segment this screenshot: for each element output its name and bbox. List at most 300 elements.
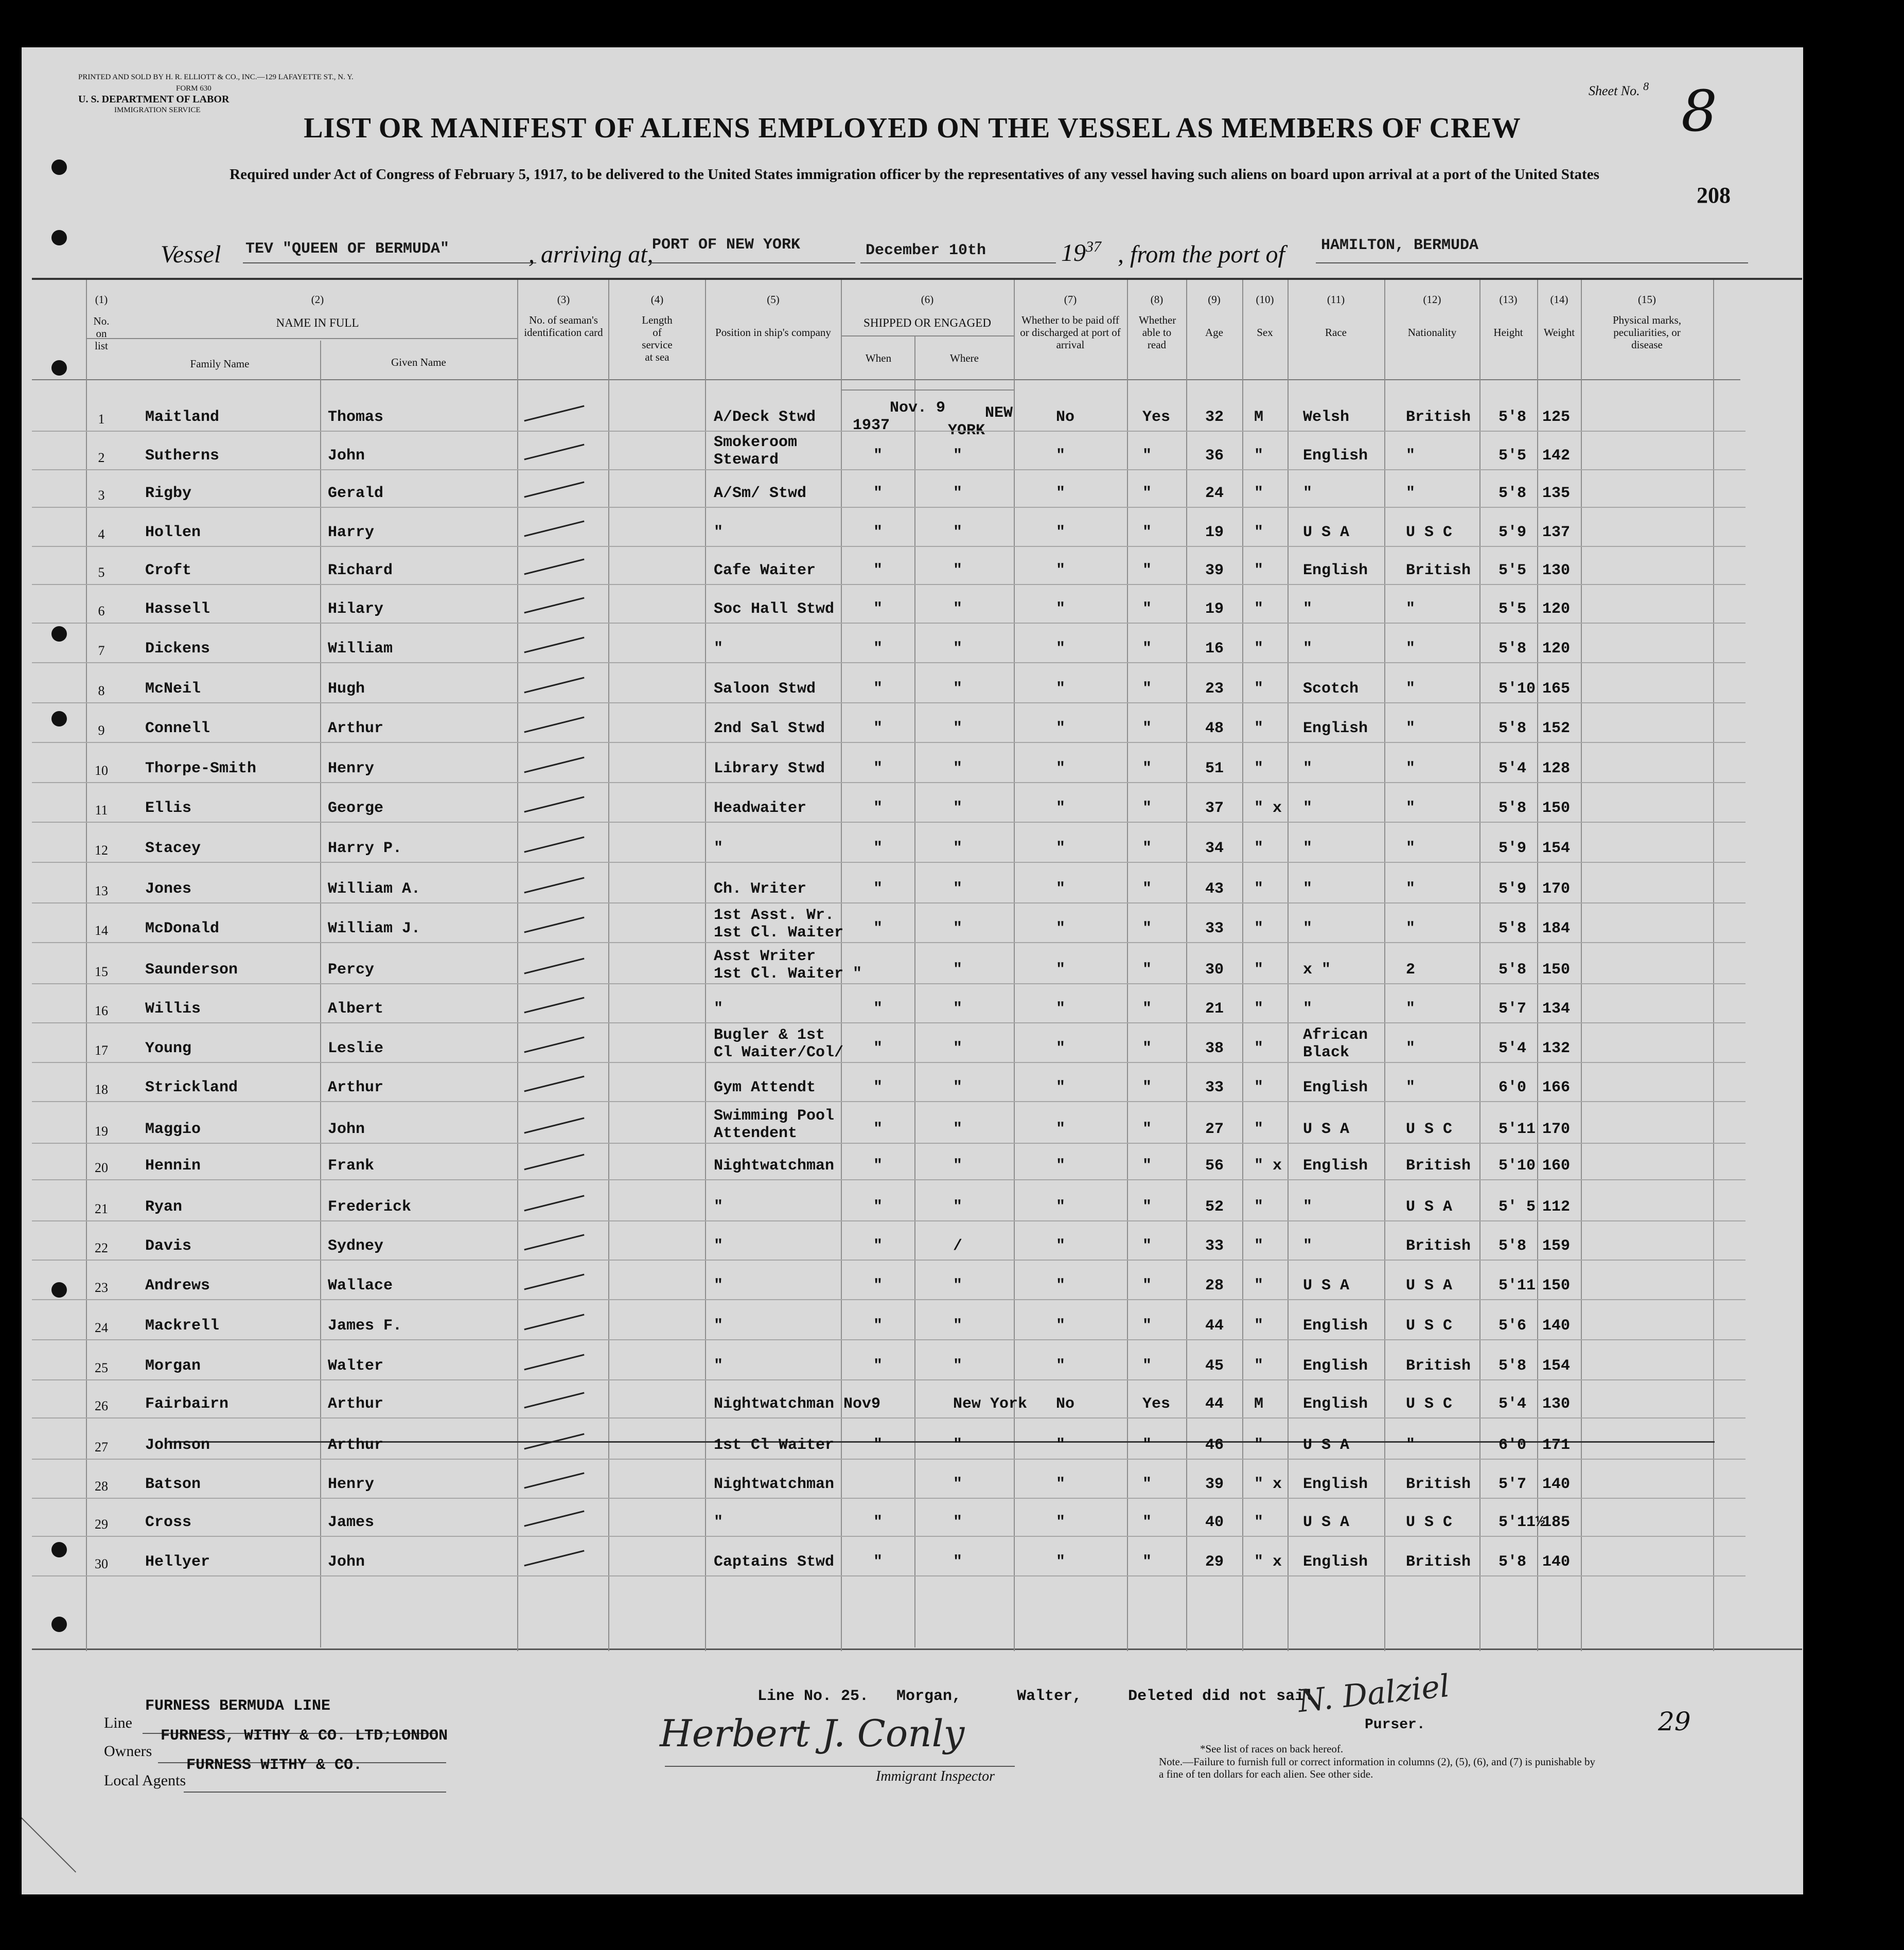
shipped-where: " (953, 1079, 963, 1096)
row-number: 29 (95, 1517, 108, 1532)
weight: 140 (1542, 1553, 1571, 1571)
weight: 120 (1542, 600, 1571, 618)
height: 5'8 (1498, 920, 1527, 937)
sex: " (1254, 1121, 1264, 1138)
row-rule (32, 702, 1746, 703)
row-rule (32, 1498, 1746, 1499)
given-name: Thomas (328, 409, 384, 426)
height: 5'8 (1498, 640, 1527, 658)
nationality: U S C (1406, 1514, 1453, 1531)
year-prefix: 19 (1061, 239, 1086, 267)
able-to-read: " (1142, 1277, 1152, 1295)
height: 5'8 (1498, 485, 1527, 502)
row-number: 2 (98, 450, 105, 465)
height: 5'11½ (1498, 1514, 1545, 1531)
shipped-where: " (953, 760, 963, 777)
row-rule (32, 469, 1746, 470)
row-number: 14 (95, 923, 108, 938)
age: 56 (1205, 1157, 1224, 1175)
given-name: Henry (328, 760, 375, 777)
paid-off: " (1056, 1040, 1066, 1057)
paid-off: " (1056, 1514, 1066, 1531)
paid-off: " (1056, 840, 1066, 857)
position: Saloon Stwd (714, 680, 816, 698)
position: Ch. Writer (714, 880, 807, 898)
nationality: British (1406, 562, 1471, 579)
weight: 160 (1542, 1157, 1571, 1175)
shipped-where: " (953, 1514, 963, 1531)
vessel-label: Vessel (161, 241, 221, 268)
row-rule (32, 942, 1746, 943)
id-card-tick (524, 1314, 584, 1331)
footer-note-line: Line No. 25. Morgan, Walter, Deleted did not sail (757, 1688, 1314, 1705)
paid-off: " (1056, 1121, 1066, 1138)
weight: 171 (1542, 1437, 1571, 1454)
family-name: Davis (145, 1237, 192, 1255)
height: 5'8 (1498, 720, 1527, 737)
family-name: Hennin (145, 1157, 201, 1175)
line-label: Line (104, 1714, 132, 1731)
height: 6'0 (1498, 1079, 1527, 1096)
family-name: Hollen (145, 524, 201, 541)
weight: 130 (1542, 1395, 1571, 1413)
given-name: George (328, 800, 384, 817)
row-rule (32, 623, 1746, 624)
id-card-tick (524, 405, 584, 422)
able-to-read: Yes (1142, 409, 1171, 426)
weight: 166 (1542, 1079, 1571, 1096)
weight: 140 (1542, 1317, 1571, 1335)
departure-port: HAMILTON, BERMUDA (1321, 237, 1479, 254)
sex: " (1254, 600, 1264, 618)
height: 5'9 (1498, 524, 1527, 541)
weight: 150 (1542, 961, 1571, 979)
paid-off: " (1056, 720, 1066, 737)
age: 39 (1205, 562, 1224, 579)
id-card-tick (524, 1076, 584, 1092)
race: English (1303, 1317, 1368, 1335)
age: 19 (1205, 600, 1224, 618)
position: 2nd Sal Stwd (714, 720, 825, 737)
age: 52 (1205, 1198, 1224, 1216)
col13-num: (13) (1499, 293, 1518, 306)
nationality: " (1406, 920, 1416, 937)
page-count: 29 (1658, 1707, 1691, 1736)
weight: 132 (1542, 1040, 1571, 1057)
shipped-where: " (953, 1357, 963, 1375)
nationality: U S C (1406, 524, 1453, 541)
weight: 152 (1542, 720, 1571, 737)
height: 5'5 (1498, 562, 1527, 579)
paid-off: " (1056, 1553, 1066, 1571)
age: 44 (1205, 1395, 1224, 1413)
col4-num: (4) (650, 293, 664, 306)
punch-hole (51, 1282, 67, 1298)
from-label: , from the port of (1118, 241, 1285, 268)
position: A/Deck Stwd (714, 409, 816, 426)
shipped-where: " (953, 485, 963, 502)
height: 5' 5 (1498, 1198, 1536, 1216)
weight: 170 (1542, 880, 1571, 898)
given-name: Arthur (328, 720, 384, 737)
col2-label: NAME IN FULL (276, 316, 359, 329)
id-card-tick (524, 597, 584, 614)
punch-hole (51, 626, 67, 642)
col5-label: Position in ship's company (715, 326, 831, 339)
paid-off: No (1056, 1395, 1075, 1413)
col13-header (1480, 293, 1536, 339)
age: 36 (1205, 447, 1224, 465)
col8-header (1129, 293, 1185, 351)
punch-hole (51, 1542, 67, 1557)
id-card-tick (524, 997, 584, 1014)
age: 43 (1205, 880, 1224, 898)
given-name: Frederick (328, 1198, 412, 1216)
position: Headwaiter (714, 800, 807, 817)
able-to-read: Yes (1142, 1395, 1171, 1413)
sheet-number: 8 (1643, 80, 1649, 93)
sex: " (1254, 1437, 1264, 1454)
age: 28 (1205, 1277, 1224, 1295)
inspector-signature: Herbert J. Conly (660, 1712, 965, 1755)
line-value: FURNESS BERMUDA LINE (145, 1697, 331, 1715)
race: " (1303, 600, 1313, 618)
height: 5'5 (1498, 600, 1527, 618)
race: " (1303, 920, 1313, 937)
age: 46 (1205, 1437, 1224, 1454)
given-name: Gerald (328, 485, 384, 502)
row-rule (32, 1379, 1746, 1380)
family-name: Andrews (145, 1277, 210, 1295)
shipped-when: " (873, 880, 883, 898)
position: Cafe Waiter (714, 562, 816, 579)
id-card-tick (524, 757, 584, 773)
able-to-read: " (1142, 447, 1152, 465)
able-to-read: " (1142, 1157, 1152, 1175)
family-name: Thorpe-Smith (145, 760, 257, 777)
family-name: Young (145, 1040, 192, 1057)
col5-header (708, 293, 839, 339)
family-name: Stacey (145, 840, 201, 857)
sex: M (1254, 409, 1264, 426)
race: U S A (1303, 1437, 1350, 1454)
shipped-where: " (953, 1437, 963, 1454)
race: " (1303, 840, 1313, 857)
race: " (1303, 760, 1313, 777)
paid-off: " (1056, 880, 1066, 898)
age: 23 (1205, 680, 1224, 698)
able-to-read: " (1142, 1198, 1152, 1216)
paid-off: " (1056, 524, 1066, 541)
row-number: 26 (95, 1398, 108, 1413)
col10-label: Sex (1257, 326, 1273, 339)
paid-off: " (1056, 562, 1066, 579)
able-to-read: " (1142, 1079, 1152, 1096)
shipped-where: " (953, 720, 963, 737)
given-name: Arthur (328, 1395, 384, 1413)
row-rule (32, 1299, 1746, 1300)
nationality: " (1406, 720, 1416, 737)
age: 29 (1205, 1553, 1224, 1571)
nationality: " (1406, 760, 1416, 777)
id-card-tick (524, 1354, 584, 1371)
page-title: LIST OR MANIFEST OF ALIENS EMPLOYED ON THE VESSEL AS MEMBERS OF CREW (304, 112, 1521, 144)
sex: " (1254, 524, 1264, 541)
given-name: William A. (328, 880, 421, 898)
position: Library Stwd (714, 760, 825, 777)
nationality: British (1406, 1357, 1471, 1375)
col1-label: No. on list (93, 315, 110, 352)
col15-header (1582, 293, 1712, 351)
page-number: 208 (1697, 183, 1731, 208)
sheet-label-text: Sheet No. (1589, 83, 1640, 98)
row-rule (32, 983, 1746, 984)
able-to-read: " (1142, 600, 1152, 618)
nationality: " (1406, 680, 1416, 698)
sex: " (1254, 880, 1264, 898)
shipped-where: New York (953, 1395, 1028, 1413)
id-card-tick (524, 1274, 584, 1290)
family-name: Connell (145, 720, 210, 737)
nationality: British (1406, 1476, 1471, 1493)
weight: 154 (1542, 1357, 1571, 1375)
shipped-where: " (953, 961, 963, 979)
row-number: 11 (95, 803, 108, 818)
row-rule (32, 1339, 1746, 1340)
races-note: *See list of races on back hereof. (1200, 1743, 1344, 1755)
race: U S A (1303, 1277, 1350, 1295)
row-number: 19 (95, 1124, 108, 1139)
height: 5'10 (1498, 680, 1536, 698)
nationality: " (1406, 485, 1416, 502)
able-to-read: " (1142, 720, 1152, 737)
shipped-when: " (873, 640, 883, 658)
id-card-tick (524, 521, 584, 537)
col3-label: No. of seaman's identification card (524, 314, 603, 339)
nationality: British (1406, 1157, 1471, 1175)
shipped-when: " (873, 1514, 883, 1531)
paid-off: " (1056, 920, 1066, 937)
sex: " x (1254, 1476, 1282, 1493)
shipped-when: " (873, 1121, 883, 1138)
given-name: Wallace (328, 1277, 393, 1295)
weight: 184 (1542, 920, 1571, 937)
nationality: U S C (1406, 1395, 1453, 1413)
able-to-read: " (1142, 1237, 1152, 1255)
id-card-tick (524, 482, 584, 498)
race: English (1303, 1395, 1368, 1413)
given-name: James (328, 1514, 375, 1531)
able-to-read: " (1142, 1040, 1152, 1057)
height: 5'8 (1498, 800, 1527, 817)
shipped-when: " (873, 920, 883, 937)
race: U S A (1303, 1121, 1350, 1138)
id-card-tick (524, 559, 584, 575)
position: Nightwatchman (714, 1476, 835, 1493)
shipped-where: " (953, 1121, 963, 1138)
page-subtitle: Required under Act of Congress of February 5, 1917, to be delivered to the United States immigration officer by the representatives of any vessel having such aliens on board upon arrival at a port of the United States (230, 166, 1599, 183)
race: English (1303, 1476, 1368, 1493)
paid-off: " (1056, 640, 1066, 658)
age: 48 (1205, 720, 1224, 737)
shipped-when: " (873, 1553, 883, 1571)
id-card-tick (524, 637, 584, 653)
shipped-where: " (953, 880, 963, 898)
paid-off: " (1056, 800, 1066, 817)
race: " (1303, 800, 1313, 817)
id-card-tick (524, 717, 584, 733)
age: 27 (1205, 1121, 1224, 1138)
weight: 125 (1542, 409, 1571, 426)
shipped-when-year: 1937 (853, 417, 890, 434)
position: 1st Asst. Wr. 1st Cl. Waiter (714, 907, 844, 942)
given-name: Sydney (328, 1237, 384, 1255)
age: 38 (1205, 1040, 1224, 1057)
position: Gym Attendt (714, 1079, 816, 1096)
able-to-read: " (1142, 1121, 1152, 1138)
punch-hole (51, 1617, 67, 1632)
col6-header (842, 293, 1012, 329)
given-name: Hilary (328, 600, 384, 618)
col3-num: (3) (557, 293, 570, 306)
position: Asst Writer 1st Cl. Waiter " (714, 948, 862, 983)
family-name: Cross (145, 1514, 192, 1531)
race: " (1303, 640, 1313, 658)
shipped-where: " (953, 920, 963, 937)
race: " (1303, 485, 1313, 502)
sex: " (1254, 840, 1264, 857)
sex: " (1254, 1357, 1264, 1375)
able-to-read: " (1142, 524, 1152, 541)
age: 24 (1205, 485, 1224, 502)
row-rule (32, 1022, 1746, 1023)
family-name: McNeil (145, 680, 201, 698)
row-number: 10 (95, 763, 108, 778)
shipped-when: " (873, 680, 883, 698)
id-card-tick (524, 1154, 584, 1171)
paid-off: " (1056, 1277, 1066, 1295)
position: Nightwatchman (714, 1157, 835, 1175)
col7-num: (7) (1064, 293, 1077, 306)
purser-label: Purser. (1365, 1717, 1425, 1733)
row-rule (32, 1260, 1746, 1261)
age: 33 (1205, 1237, 1224, 1255)
punch-hole (51, 711, 67, 726)
able-to-read: " (1142, 1000, 1152, 1018)
shipped-when: " (873, 1079, 883, 1096)
shipped-when: " (873, 720, 883, 737)
race: Scotch (1303, 680, 1359, 698)
row-number: 13 (95, 883, 108, 898)
row-rule (32, 1220, 1746, 1221)
family-name: Willis (145, 1000, 201, 1018)
position: " (714, 1317, 724, 1335)
punch-hole (51, 360, 67, 376)
shipped-when: " (873, 1040, 883, 1057)
nationality: " (1406, 600, 1416, 618)
given-name: Arthur (328, 1079, 384, 1096)
col6-where-header: Where (950, 352, 979, 364)
paid-off: " (1056, 1476, 1066, 1493)
row-rule (32, 862, 1746, 863)
weight: 134 (1542, 1000, 1571, 1018)
shipped-where: " (953, 1317, 963, 1335)
row-number: 6 (98, 604, 105, 618)
shipped-where-line1: NEW (985, 404, 1013, 422)
col9-header (1187, 293, 1241, 339)
sex: " (1254, 760, 1264, 777)
shipped-where: " (953, 562, 963, 579)
able-to-read: " (1142, 1437, 1152, 1454)
given-name: Leslie (328, 1040, 384, 1057)
race: African Black (1303, 1026, 1368, 1061)
height: 5'7 (1498, 1476, 1527, 1493)
nationality: British (1406, 1553, 1471, 1571)
sex: " x (1254, 1553, 1282, 1571)
shipped-when (853, 382, 945, 452)
shipped-when: " (873, 760, 883, 777)
row-rule (32, 1062, 1746, 1063)
shipped-when: " (873, 1000, 883, 1018)
sex: " (1254, 1277, 1264, 1295)
given-name: James F. (328, 1317, 402, 1335)
nationality: U S C (1406, 1121, 1453, 1138)
family-name: Batson (145, 1476, 201, 1493)
shipped-where: / (953, 1237, 963, 1255)
able-to-read: " (1142, 1553, 1152, 1571)
weight: 154 (1542, 840, 1571, 857)
col1-header (86, 293, 117, 352)
given-name: Hugh (328, 680, 365, 698)
race: " (1303, 1000, 1313, 1018)
family-name: Dickens (145, 640, 210, 658)
row-rule (32, 662, 1746, 663)
nationality: U S A (1406, 1277, 1453, 1295)
race: Welsh (1303, 409, 1350, 426)
row-rule (32, 1143, 1746, 1144)
weight: 142 (1542, 447, 1571, 465)
paid-off: " (1056, 1237, 1066, 1255)
nationality: " (1406, 1000, 1416, 1018)
row-number: 9 (98, 723, 105, 738)
shipped-when: " (873, 524, 883, 541)
height: 5'7 (1498, 1000, 1527, 1018)
family-name: Ryan (145, 1198, 183, 1216)
shipped-when-date: Nov. 9 (890, 399, 946, 417)
row-rule (32, 1101, 1746, 1102)
nationality: British (1406, 409, 1471, 426)
family-name: Fairbairn (145, 1395, 229, 1413)
id-card-tick (524, 1118, 584, 1134)
age: 39 (1205, 1476, 1224, 1493)
id-card-tick (524, 796, 584, 813)
paid-off: No (1056, 409, 1075, 426)
paid-off: " (1056, 1357, 1066, 1375)
id-card-tick (524, 1234, 584, 1251)
col4-header (611, 293, 703, 363)
height: 5'11 (1498, 1277, 1536, 1295)
sex: " (1254, 1237, 1264, 1255)
col13-label: Height (1493, 326, 1523, 339)
sex: " (1254, 961, 1264, 979)
height: 5'4 (1498, 760, 1527, 777)
arrival-port: PORT OF NEW YORK (652, 236, 801, 254)
paid-off: " (1056, 1079, 1066, 1096)
sex: " (1254, 1198, 1264, 1216)
shipped-when: " (873, 800, 883, 817)
row-number: 7 (98, 643, 105, 658)
row-number: 23 (95, 1280, 108, 1295)
